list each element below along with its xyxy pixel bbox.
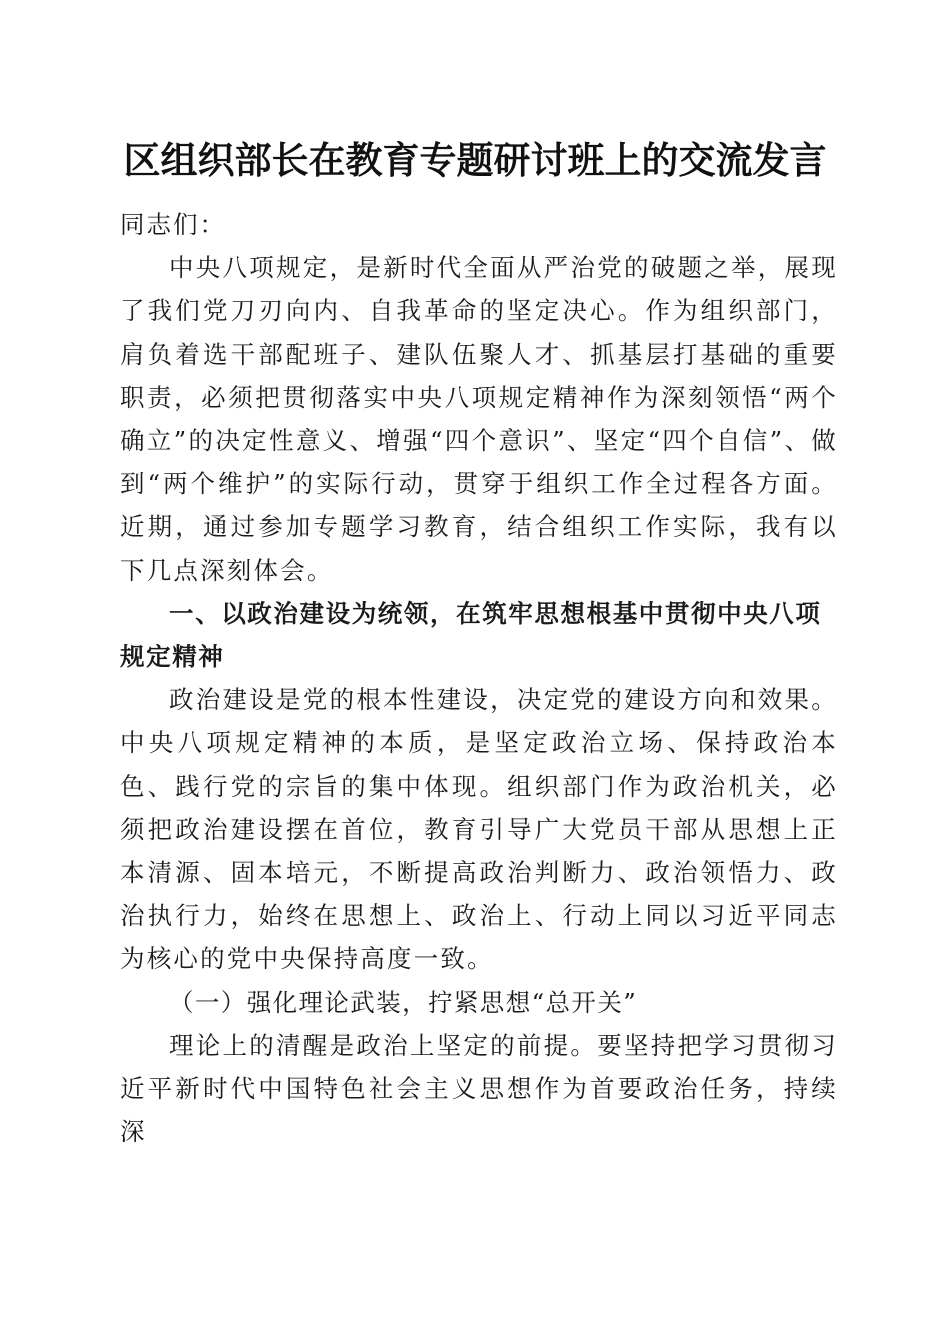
document-body xyxy=(120,203,838,1153)
subsection-heading-1: （一）强化理论武装，拧紧思想“总开关” xyxy=(169,987,638,1017)
section-heading-1: 一、以政治建设为统领，在筑牢思想根基中贯彻中央八项规定精神 xyxy=(120,598,822,672)
document-title: 区组织部长在教育专题研讨班上的交流发言 xyxy=(123,138,827,182)
intro-paragraph: 中央八项规定，是新时代全面从严治党的破题之举，展现了我们党刀刃向内、自我革命的坚定决心。作为组织部门，肩负着选干部配班子、建队伍聚人才、抓基层打基础的重要职责，必须把贯彻落实中央八项规定精神作为深刻领悟“两个确立”的决定性意义、增强“四个意识”、坚定“四个自信”、做到“两个维护”的实际行动，贯穿于组织工作全过程各方面。近期，通过参加专题学习教育，结合组织工作实际，我有以下几点深刻体会。 xyxy=(120,253,838,585)
salutation: 同志们： xyxy=(120,210,226,239)
section-1-paragraph: 政治建设是党的根本性建设，决定党的建设方向和效果。中央八项规定精神的本质，是坚定政治立场、保持政治本色、践行党的宗旨的集中体现。组织部门作为政治机关，必须把政治建设摆在首位，教育引导广大党员干部从思想上正本清源、固本培元，不断提高政治判断力、政治领悟力、政治执行力，始终在思想上、政治上、行动上同以习近平同志为核心的党中央保持高度一致。 xyxy=(120,685,838,974)
subsection-1-paragraph: 理论上的清醒是政治上坚定的前提。要坚持把学习贯彻习近平新时代中国特色社会主义思想作为首要政治任务，持续深 xyxy=(120,1030,838,1147)
